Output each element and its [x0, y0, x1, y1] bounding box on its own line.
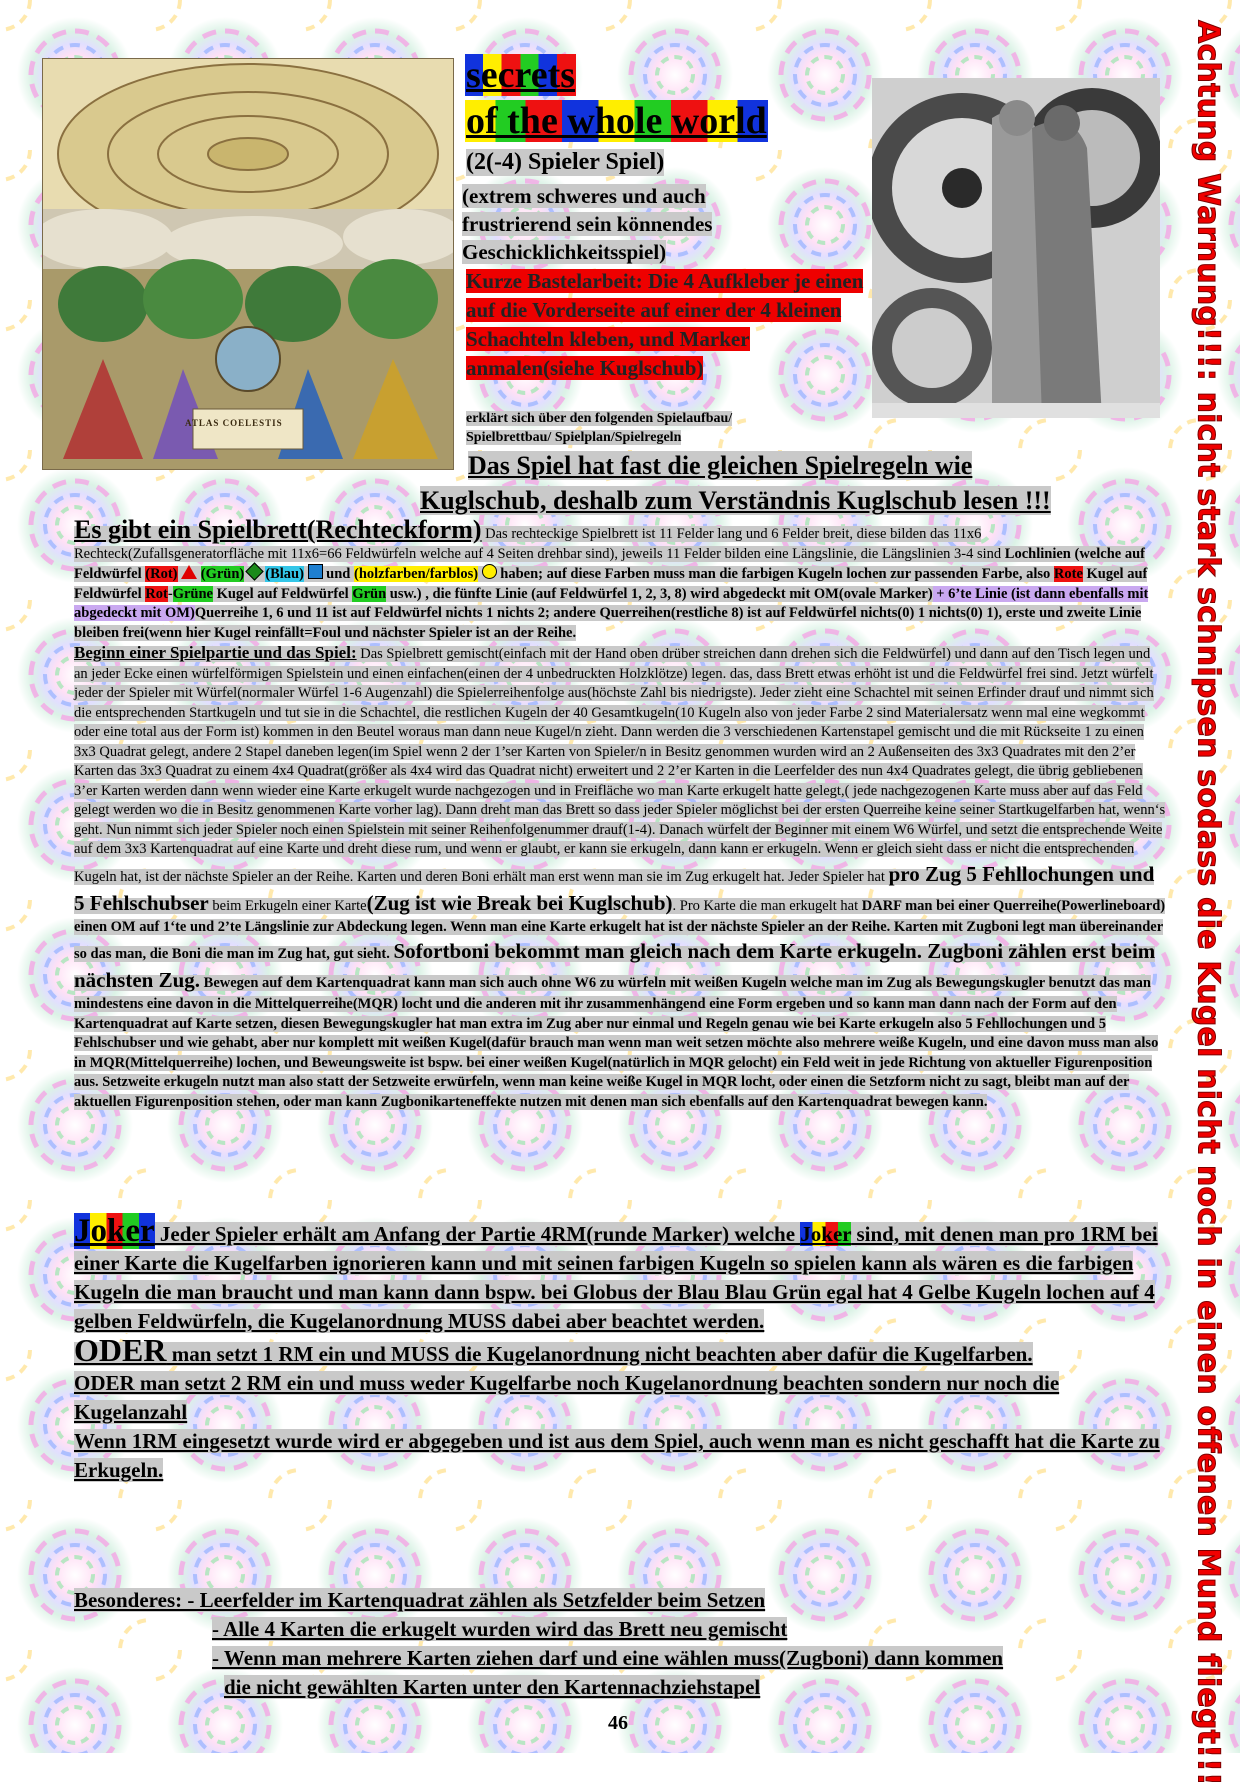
joker-heading: Joker — [74, 1213, 155, 1249]
red-triangle-icon — [181, 565, 197, 579]
start-heading: Beginn einer Spielpartie und das Spiel: — [74, 643, 357, 662]
safety-warning: Achtung Warnung!!!: nicht stark schnipsen sodass die Kugel nicht noch in einen offenen Mund fliegt!!! — [1190, 20, 1226, 1786]
blue-square-icon — [308, 564, 323, 579]
title-line-2: of the whole world — [466, 100, 767, 142]
board-heading: Es gibt ein Spielbrett(Rechteckform) — [74, 515, 482, 544]
explanation-note: erklärt sich über den folgenden Spielaufbau/ Spielbrettbau/ Spielplan/Spielregeln — [466, 411, 733, 445]
rules-body — [74, 515, 1166, 1112]
joker-section: Joker Jeder Spieler erhält am Anfang der Partie 4RM(runde Marker) welche Joker sind, mit denen man pro 1RM bei einer Karte die Kugelfarben ignorieren kann und mit seinen farbigen Kugeln so spielen kann als wären es die farbigen Kugeln die man braucht und man kann dann bspw. bei Globus der Blau Blau Grün egal hat 4 Gelbe Kugeln lochen auf 4 gelben Feldwürfeln, die Kugelanordnung MUSS dabei aber beachtet werden. ODER man setzt 1 RM ein und MUSS die Kugelanordnung nicht beachten aber dafür die Kugelfarben. ODER man setzt 2 RM ein und muss weder Kugelfarbe noch Kugelanordnung beachten sondern nur noch die Kugelanzahl Wenn 1RM eingesetzt wurde wird er abgegeben und ist aus dem Spiel, auch wenn man es nicht geschafft hat die Karte zu Erkugeln. — [74, 1213, 1160, 1482]
rules-note: Das Spiel hat fast die gleichen Spielregeln wie Kuglschub, deshalb zum Verständnis Kuglschub lesen !!! — [420, 451, 1051, 515]
game-description: (extrem schweres und auch frustrierend sein könnendes Geschicklichkeitsspiel) — [462, 184, 713, 264]
title-line-1: secrets — [466, 54, 576, 96]
workers-with-gears-illustration — [872, 78, 1160, 418]
yellow-circle-icon — [482, 564, 497, 579]
atlas-coelestis-illustration — [42, 58, 454, 470]
board-section: Es gibt ein Spielbrett(Rechteckform) Das rechteckige Spielbrett ist 11 Felder lang und 6 Felder breit, diese bilden das 11x6 Rechteck(Zufallsgeneratorfläche mit 11x6=66 Feldwürfeln welche auf 4 Seiten drehbar sind), jeweils 11 Felder bilden eine Längslinie, die Längslinien 3-4 sind Lochlinien (welche auf Feldwürfel (Rot) (Grün) (Blau) und (holzfarben/farblos) haben; auf diese Farben muss man die farbigen Kugeln lochen zur passenden Farbe, also Rote Kugel auf Feldwürfel Rot-Grüne Kugel auf Feldwürfel Grün usw.) , die fünfte Linie (auf Feldwürfel 1, 2, 3, 8) wird abgedeckt mit OM(ovale Marker) + 6’te Linie (ist dann ebenfalls mit abgedeckt mit OM)Querreihe 1, 6 und 11 ist auf Feldwürfel nichts 1 nichts 2; andere Querreihen(restliche 8) ist auf Feldwürfel nichts(0) 1 nichts(0) 1), erste und zweite Linie bleiben frei(wenn hier Kugel reinfällt=Foul und nächster Spieler ist an der Reihe. — [74, 515, 1149, 641]
subtitle: (2(-4) Spieler Spiel) — [466, 149, 665, 175]
craft-instructions: Kurze Bastelarbeit: Die 4 Aufkleber je einen auf die Vorderseite auf einer der 4 kleinen Schachteln kleben, und Marker anmalen(siehe Kuglschub) — [466, 269, 864, 380]
page-number: 46 — [608, 1712, 628, 1734]
green-diamond-icon — [246, 562, 264, 580]
start-section: Beginn einer Spielpartie und das Spiel: Das Spielbrett gemischt(einfach mit der Hand oben drüber streichen dann drehen sich die Feldwürfel) und dann auf den Tisch legen und an jeder Ecke einen würfelförmigen Spielstein und einen einfachen(einen der 4 unbedruckten Holzklötze) legen. das, dass Brett etwas erhöht ist und die Feldwürfel frei sind. Jetzt würfelt jeder der Spieler mit Würfel(normaler Würfel 1-6 Augenzahl) die Spielerreihenfolge aus(höchste Zahl bis niedrigste). Jeder zieht eine Schachtel mit seinen Erfinder drauf und nimmt sich die entsprechenden Startkugeln und tut sie in die Schachtel, die restlichen Kugeln der 40 Gesamtkugeln(10 Kugeln also von jeder Farbe 2 sind Materialersatz wenn mal eine wegkommt oder eine total aus der Form ist) kommen in den Beutel woraus man dann neue Kugel/n zieht. Dann werden die 3 verschiedenen Kartenstapel gemischt und die mit Rückseite 1 zu einen 3x3 Quadrat gelegt, andere 2 Stapel daneben legen(im Spiel wenn 2 der 1’ser Karten von Spieler/n in Besitz genommen wurden wird an 2 Außenseiten des 3x3 Quadrates mit den 2’er Karten das 3x3 Quadrat zu einem 4x4 Quadrat(größer als 4x4 wird das Quadrat nicht) erweitert und 2 2’er Karten in die Leerfelder des nun 4x4 Quadrates gelegt, die übrig gebliebenen 3’er Karten werden dann wenn wieder eine Karte erkugelt wurde nachgezogen und in Freifläche wo man Karte erkugelt hatte gelegt,( jede nachgezogenen Karte muss aber auf das Feld gelegt werden wo die in Besitz genommenen Karte vorher lag). Dann dreht man das Brett so dass jeder Spieler möglichst bei der ersten Querreihe keine seiner Startkugelfarben hat, wenn‘s geht. Nun nimmt sich jeder Spieler noch einen Spielstein mit seiner Reihenfolgenummer drauf(1-4). Danach würfelt der Beginner mit einem W6 Würfel, und setzt die entsprechende Weite auf dem 3x3 Kartenquadrat auf eine Karte und dreht diese rum, und wenn er glaubt, er kann sie erkugeln, dann kann er erkugeln. Wenn er gleich sieht dass er nicht die entsprechenden Kugeln hat, ist der nächste Spieler an der Reihe. Karten und deren Boni erhält man erst wenn man sie im Zug erkugelt hat. Jeder Spieler hat pro Zug 5 Fehllochungen und 5 Fehlschubser beim Erkugeln einer Karte(Zug ist wie Break bei Kuglschub). Pro Karte die man erkugelt hat DARF man bei einer Querreihe(Powerlineboard) einen OM auf 1‘te und 2’te Längslinie zur Abdeckung legen. Wenn man eine Karte erkugelt hat ist der nächste Spieler an der Reihe. Karten mit Zugboni legt man übereinander so das man, die Boni die man im Zug hat, gut sieht. Sofortboni bekommt man gleich nach dem Karte erkugeln. Zugboni zählen erst beim nächsten Zug. Bewegen auf dem Kartenquadrat kann man sich auch ohne W6 zu würfeln mit weißen Kugeln welche man im Zug als Bewegungskugler benutzt das man mindestens eine davon in die Mittelquerreihe(MQR) locht und die anderen mit ihr zusammenhängend eine Form ergeben und so kann man dann nach der Form auf den Kartenquadrat auf Karte setzen, diesen Bewegungskugler hat man extra im Zug aber nur einmal und Regeln genau wie bei Karte erkugeln also 5 Fehllochungen und 5 Fehlschubser und wie gehabt, aber nur komplett mit weißen Kugel(dafür brauch man wenn man weit setzen möchte also mehrere weiße Kugeln, und eine davon muss man also in MQR(Mittelquerreihe) lochen, und Beweungsweite ist bspw. bei einer weißen Kugel(natürlich in MQR gelocht) ein Feld weit in jede Richtung von aktueller Figurenposition aus. Setzweite erkugeln nutzt man also statt der Setzweite erwürfeln, wenn man keine weiße Kugel in MQR locht, oder einen die Setzform nicht zu sagt, bleibt man auf der aktuellen Figurenposition stehen, oder man kann Zugbonikarteneffekte nutzen mit denen man sich ebenfalls auf den Kartenquadrat bewegen kann. — [74, 643, 1166, 1110]
special-rules: Besonderes: - Leerfelder im Kartenquadrat zählen als Setzfelder beim Setzen - Alle 4 Karten die erkugelt wurden wird das Brett neu gemischt - Wenn man mehrere Karten ziehen darf und eine wählen muss(Zugboni) dann kommen die nicht gewählten Karten unter den Kartennachziehstapel — [74, 1588, 1004, 1699]
atlas-caption: ATLAS COELESTIS — [185, 418, 283, 428]
